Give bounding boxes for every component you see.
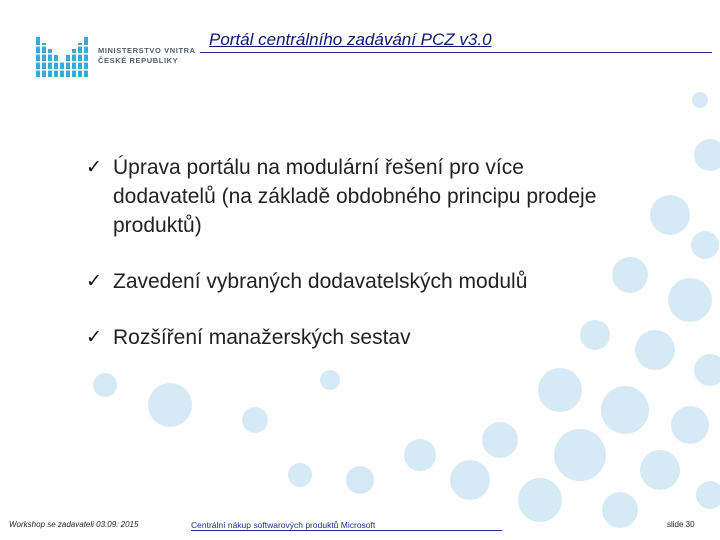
bullet-list	[86, 153, 606, 352]
ministry-logo-icon	[36, 33, 92, 77]
bullet-item	[86, 153, 606, 240]
checkmark-icon: ✓	[86, 271, 102, 292]
bullet-text: Úprava portálu na modulární řešení pro více dodavatelů (na základě obdobného principu prodeje produktů)	[113, 156, 597, 237]
slide-title: Portál centrálního zadávání PCZ v3.0	[209, 30, 492, 49]
footer-event: Workshop se zadavateli 03.09. 2015	[9, 520, 139, 529]
bullet-item	[86, 267, 606, 296]
logo-line1: MINISTERSTVO VNITRA	[98, 46, 196, 55]
bullet-item	[86, 323, 606, 352]
logo-text	[98, 46, 196, 66]
bullet-text: Zavedení vybraných dodavatelských modulů	[113, 270, 528, 293]
checkmark-icon: ✓	[86, 157, 102, 178]
logo-line2: ČESKÉ REPUBLIKY	[98, 56, 179, 65]
checkmark-icon: ✓	[86, 327, 102, 348]
footer-link[interactable]: Centrální nákup softwarových produktů Microsoft	[191, 520, 502, 531]
logo	[36, 33, 196, 81]
title-bar	[200, 30, 712, 53]
bullet-text: Rozšíření manažerských sestav	[113, 326, 411, 349]
slide-number: slide 30	[667, 520, 695, 529]
